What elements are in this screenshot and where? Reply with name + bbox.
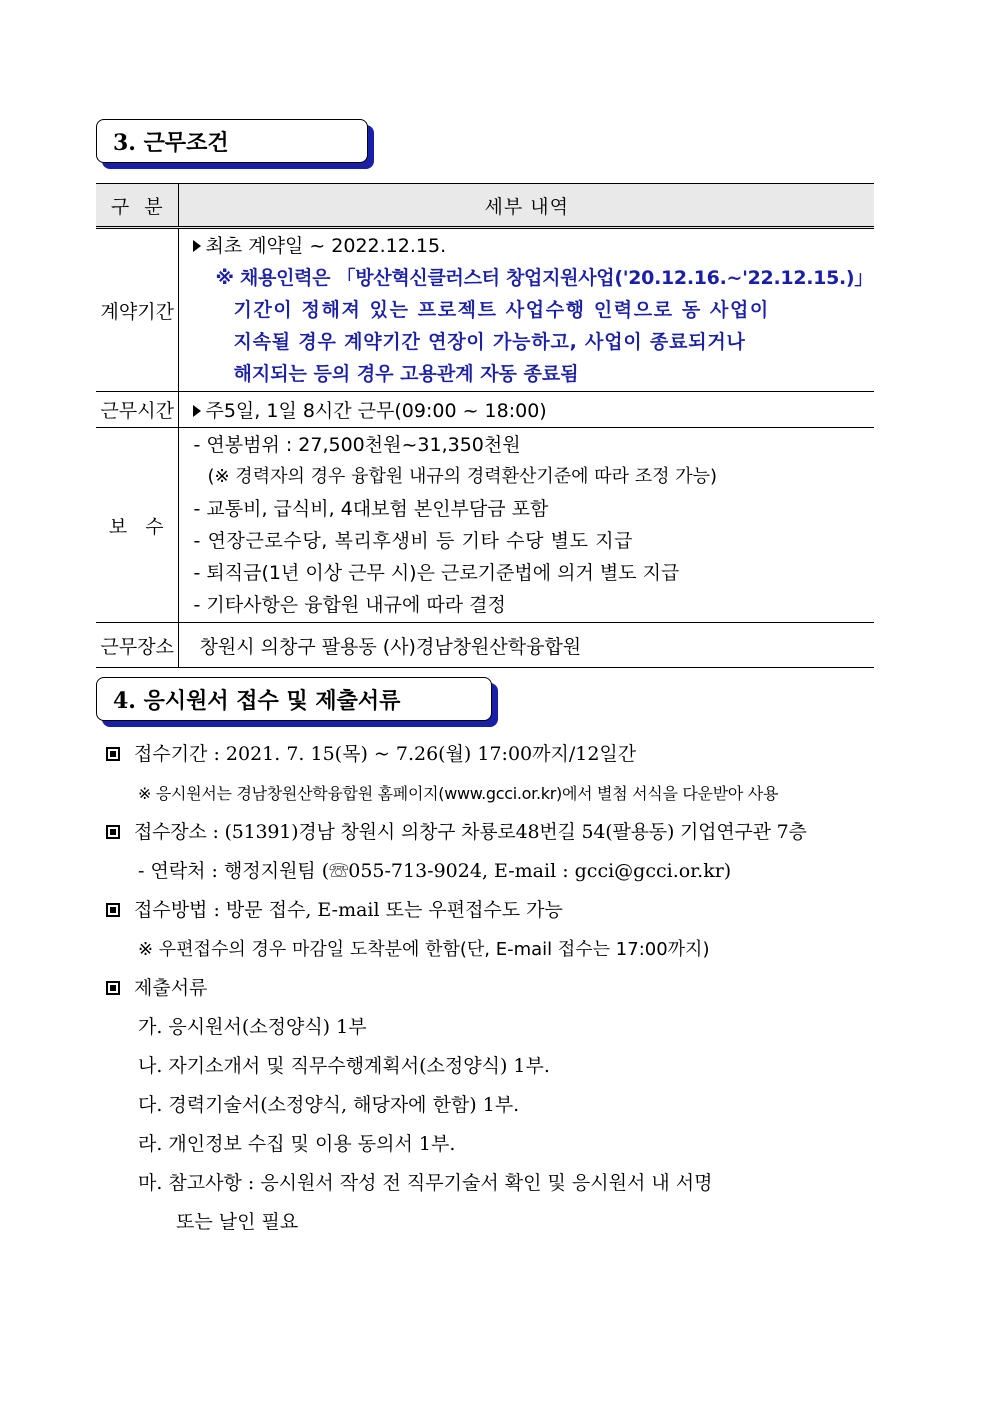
contract-label: 계약기간 bbox=[96, 228, 179, 392]
section3-heading bbox=[96, 119, 368, 163]
docs-item-5-cont: 또는 날인 필요 bbox=[176, 1211, 299, 1233]
pay-line-4: - 연장근로수당, 복리후생비 등 기타 수당 별도 지급 bbox=[193, 530, 634, 552]
section4-heading bbox=[96, 677, 492, 721]
period-row bbox=[106, 735, 926, 774]
hours-label: 근무시간 bbox=[96, 392, 179, 428]
period-text: 접수기간 : 2021. 7. 15(목) ~ 7.26(월) 17:00까지/12일간 bbox=[134, 743, 637, 765]
pay-line-6: - 기타사항은 융합원 내규에 따라 결정 bbox=[193, 594, 506, 616]
method-row bbox=[106, 891, 926, 930]
header-detail: 세부 내역 bbox=[179, 184, 874, 228]
period-note: ※ 응시원서는 경남창원산학융합원 홈페이지(www.gcci.or.kr)에서 별첨 서식을 다운받아 사용 bbox=[138, 784, 779, 803]
pay-line-3: - 교통비, 급식비, 4대보험 본인부담금 포함 bbox=[193, 498, 549, 520]
pay-detail bbox=[179, 428, 874, 623]
contract-note-line-2: 기간이 정해져 있는 프로젝트 사업수행 인력으로 동 사업이 bbox=[233, 299, 770, 321]
table-row-contract bbox=[96, 228, 874, 392]
docs-title: 제출서류 bbox=[134, 977, 208, 999]
header-category: 구 분 bbox=[96, 184, 179, 228]
contract-note-line-4: 해지되는 등의 경우 고용관계 자동 종료됨 bbox=[233, 363, 579, 385]
location-text: 접수장소 : (51391)경남 창원시 의창구 차룡로48번길 54(팔용동) 기업연구관 7층 bbox=[134, 821, 807, 843]
contract-main: 최초 계약일 ~ 2022.12.15. bbox=[205, 235, 447, 257]
square-bullet-icon bbox=[106, 825, 120, 839]
work-conditions-table bbox=[96, 183, 874, 668]
contact-text: - 연락처 : 행정지원팀 (☏055-713-9024, E-mail : gcci@gcci.or.kr) bbox=[138, 860, 732, 882]
contract-detail bbox=[179, 228, 874, 392]
pay-line-2: (※ 경력자의 경우 융합원 내규의 경력환산기준에 따라 조정 가능) bbox=[207, 466, 718, 487]
table-row-place bbox=[96, 623, 874, 668]
hours-text: 주5일, 1일 8시간 근무(09:00 ~ 18:00) bbox=[205, 400, 547, 422]
hours-detail bbox=[179, 392, 874, 428]
docs-row bbox=[106, 969, 926, 1008]
table-row-pay bbox=[96, 428, 874, 623]
contract-note-line-3: 지속될 경우 계약기간 연장이 가능하고, 사업이 종료되거나 bbox=[233, 331, 746, 353]
square-bullet-icon bbox=[106, 747, 120, 761]
contract-note-line-1: ※ 채용인력은 「방산혁신클러스터 창업지원사업('20.12.16.~'22.12.15.)」 bbox=[215, 267, 873, 289]
place-label: 근무장소 bbox=[96, 623, 179, 668]
table-row-hours bbox=[96, 392, 874, 428]
docs-item-4: 라. 개인정보 수집 및 이용 동의서 1부. bbox=[138, 1133, 456, 1155]
triangle-bullet-icon bbox=[193, 405, 201, 417]
method-text: 접수방법 : 방문 접수, E-mail 또는 우편접수도 가능 bbox=[134, 899, 563, 921]
pay-label: 보 수 bbox=[96, 428, 179, 623]
location-row bbox=[106, 813, 926, 852]
docs-item-3: 다. 경력기술서(소정양식, 해당자에 한함) 1부. bbox=[138, 1094, 520, 1116]
triangle-bullet-icon bbox=[193, 240, 201, 252]
section4-title: 4. 응시원서 접수 및 제출서류 bbox=[113, 687, 401, 714]
square-bullet-icon bbox=[106, 903, 120, 917]
pay-line-5: - 퇴직금(1년 이상 근무 시)은 근로기준법에 의거 별도 지급 bbox=[193, 562, 680, 584]
table-header-row bbox=[96, 184, 874, 228]
square-bullet-icon bbox=[106, 981, 120, 995]
section3-title: 3. 근무조건 bbox=[113, 129, 229, 156]
docs-item-1: 가. 응시원서(소정양식) 1부 bbox=[138, 1016, 367, 1038]
docs-item-2: 나. 자기소개서 및 직무수행계획서(소정양식) 1부. bbox=[138, 1055, 550, 1077]
place-text: 창원시 의창구 팔용동 (사)경남창원산학융합원 bbox=[179, 623, 874, 668]
method-note: ※ 우편접수의 경우 마감일 도착분에 한함(단, E-mail 접수는 17:00까지) bbox=[138, 939, 710, 960]
docs-item-5: 마. 참고사항 : 응시원서 작성 전 직무기술서 확인 및 응시원서 내 서명 bbox=[138, 1172, 713, 1194]
application-section bbox=[106, 735, 926, 1242]
pay-line-1: - 연봉범위 : 27,500천원~31,350천원 bbox=[193, 434, 521, 456]
